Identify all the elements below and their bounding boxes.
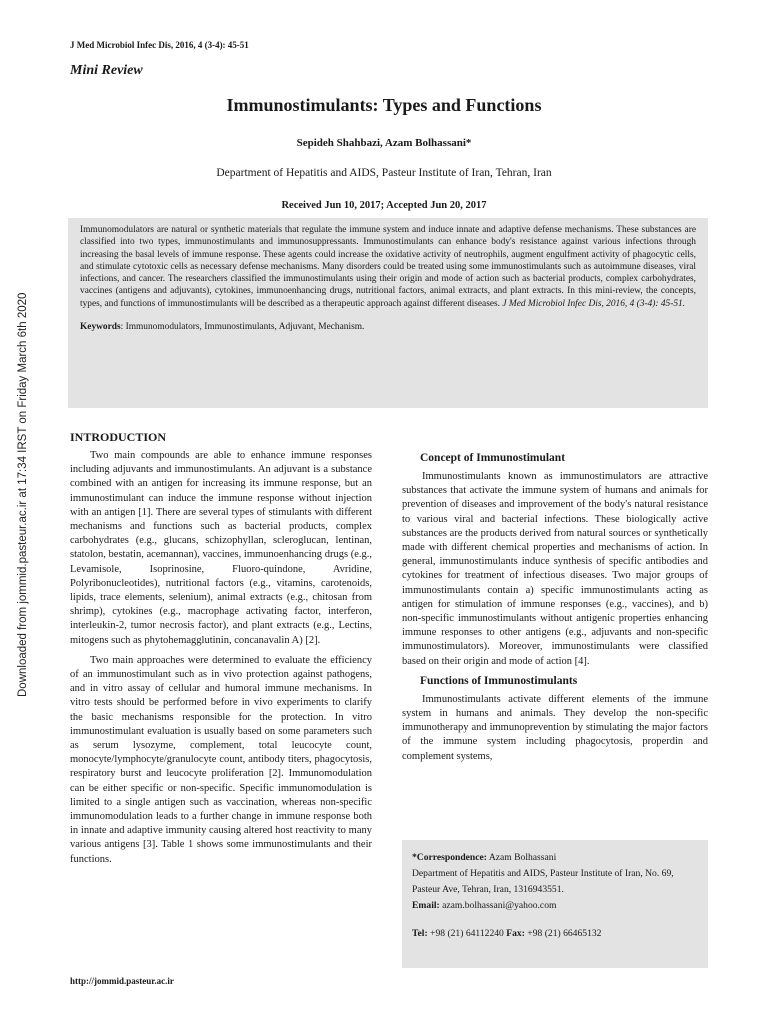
intro-paragraph-1: Two main compounds are able to enhance immune responses including adjuvants and immunostimulants. An adjuvant is a substance combined with an antigen for increasing its immune response, but an immunostimulant can induce the immune response without injection with an antigen [1]. There are several types of stimulants with different mechanisms and functions such as bacterial products, complex carbohydrates (e.g., glucans, schizophyllan, scleroglucan, lentinan, statolon, bestatin, acemannan), vaccines, immunoenhancing drugs (e.g., Levamisole, Isoprinosine, Fluoro-quindone, Avridine, Polyribonucleotides), nutritional factors (e.g., vitamins, carotenoids, lipids, trace elements, selenium), animal extracts (e.g., chitosan from shrimp), cytokines (e.g., macrophage activating factor, interferon, interleukin-2, tumor necrosis factor), and plant extracts (e.g., Lectins, mitogens such as phytohemagglutinin, concanavalin A) [2].	[70, 450, 372, 646]
correspondence-address: Department of Hepatitis and AIDS, Pasteur Institute of Iran, No. 69, Pasteur Ave, Tehran, Iran, 1316943551.	[412, 868, 674, 895]
right-column	[402, 452, 708, 770]
tel-number: +98 (21) 64112240	[427, 928, 507, 939]
tel-label: Tel:	[412, 928, 428, 939]
subsection-heading-concept: Concept of Immunostimulant	[420, 452, 566, 464]
keywords	[80, 322, 696, 332]
affiliation: Department of Hepatitis and AIDS, Pasteur Institute of Iran, Tehran, Iran	[216, 167, 552, 179]
abstract-body: Immunomodulators are natural or synthetic materials that regulate the immune system and induce innate and adaptive defense mechanisms. These substances are classified into two types, immunostimulants and immunosuppressants. Immunostimulants can enhance body's resistance against various infections through increasing the basal levels of immune response. These agents could increase the oxidative activity of neutrophils, augment engulfment activity of phagocytic cells, and stimulate cytotoxic cells as necessary defense mechanisms. Many disorders could be treated using some immunostimulants such as autoimmune diseases, viral infections, and cancer. The researchers classified the immunostimulants using their origin and mode of action such as bacterial products, complex carbohydrates, vaccines (antigens and adjuvants), cytokines, immunoenhancing drugs, nutritional factors, animal extracts, and plant extracts. In this mini-review, the concepts, types, and functions of immunostimulants will be described as a therapeutic approach against different diseases.	[80, 225, 696, 309]
keywords-list: : Immunomodulators, Immunostimulants, Adjuvant, Mechanism.	[120, 322, 365, 333]
correspondence-phone-line	[412, 926, 698, 942]
correspondence-email-line	[412, 898, 698, 914]
authors: Sepideh Shahbazi, Azam Bolhassani*	[296, 137, 472, 149]
abstract-text	[80, 224, 696, 310]
correspondence-box	[402, 840, 708, 968]
functions-paragraph: Immunostimulants activate different elements of the immune system in humans and animals. They develop the non-specific immunotherapy and immunoprevention by stimulating the major factors of the immune system including phagocytosis, properdin and complement systems,	[402, 693, 708, 762]
email-address[interactable]: azam.bolhassani@yahoo.com	[439, 900, 557, 911]
abstract-citation: J Med Microbiol Infec Dis, 2016, 4 (3-4): 45-51.	[502, 298, 686, 309]
abstract-box	[68, 218, 708, 408]
journal-reference: J Med Microbiol Infec Dis, 2016, 4 (3-4): 45-51	[70, 40, 249, 50]
correspondence-label: *Correspondence:	[412, 852, 487, 863]
keywords-label: Keywords	[80, 322, 121, 333]
received-dates: Received Jun 10, 2017; Accepted Jun 20, 2017	[281, 200, 487, 211]
email-label: Email:	[412, 900, 440, 911]
side-download-note-strip	[5, 0, 29, 1024]
left-column	[70, 430, 372, 873]
fax-number: +98 (21) 66465132	[524, 928, 602, 939]
fax-label: Fax:	[506, 928, 525, 939]
intro-paragraph-2: Two main approaches were determined to evaluate the efficiency of an immunostimulant such as in vivo protection against pathogens, and in vitro assay of cellular and humoral immune mechanisms. In vitro tests should be performed before in vivo experiments to clarify the basic mechanisms responsible for the protection. In vitro immunostimulant evaluation is usually based on some parameters such as serum lysozyme, complement, total leucocyte count, monocyte/lymphocyte/granulocyte count, antibody titers, phagocytosis, respiratory burst and leucocyte proliferation [2]. Immunomodulation can be either specific or non-specific. Specific immunomodulation is limited to a single antigen such as vaccination, whereas non-specific immunomodulation leads to a further change in immune response both in innate and adaptive immunity causing altered host reactivity to many various antigens [3]. Table 1 shows some immunostimulants and their functions.	[70, 654, 372, 865]
correspondence-name: Azam Bolhassani	[486, 852, 557, 863]
footer-url-link[interactable]: http://jommid.pasteur.ac.ir	[70, 976, 174, 986]
correspondence-name-line	[412, 850, 698, 866]
subsection-heading-functions: Functions of Immunostimulants	[420, 674, 578, 687]
download-note: Downloaded from jommid.pasteur.ac.ir at 17:34 IRST on Friday March 6th 2020	[17, 292, 29, 697]
concept-paragraph: Immunostimulants known as immunostimulators are attractive substances that activate the immune system of humans and animals for prevention of diseases and improvement of the body's natural resistance to various viral and bacterial infections. These biologically active substances are the products derived from natural sources or synthetically made with different chemical properties and mechanisms of action. In general, immunostimulants induce synthesis of specific antibodies and cytokines for treatment of infectious diseases. Two major groups of immunostimulants contain a) specific immunostimulants acting as antigen for stimulation of immune responses (e.g., vaccines), and b) non-specific immunostimulants without antigenic properties enhancing immune responses to other antigens (e.g., adjuvants and non-specific immunostimulators). Moreover, immunostimulants were classified based on their origin and mode of action [4].	[402, 471, 708, 667]
section-heading-introduction: INTRODUCTION	[70, 430, 167, 444]
paper-title: Immunostimulants: Types and Functions	[226, 95, 542, 115]
article-type: Mini Review	[70, 63, 143, 78]
